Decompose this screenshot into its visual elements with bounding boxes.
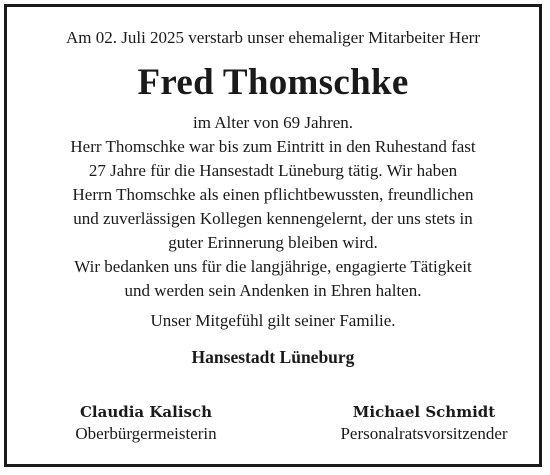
signatory-right [321, 401, 527, 445]
tribute-line: und zuverlässigen Kollegen kennengelernt, der uns stets in [73, 209, 473, 228]
signatory-name: Michael Schmidt [352, 403, 496, 421]
tribute-line: Herrn Thomschke als einen pflichtbewussten, freundlichen [72, 185, 474, 204]
thanks-line: und werden sein Andenken in Ehren halten. [124, 281, 422, 300]
thanks-line: Wir bedanken uns für die langjährige, engagierte Tätigkeit [74, 257, 472, 276]
tribute-line: guter Erinnerung bleiben wird. [168, 233, 378, 252]
signatory-left [41, 401, 251, 445]
tribute-line: Herr Thomschke war bis zum Eintritt in den Ruhestand fast [70, 137, 476, 156]
organization-name: Hansestadt Lüneburg [191, 347, 355, 367]
signatory-role: Personalratsvorsitzender [340, 424, 508, 443]
thanks-paragraph [7, 255, 539, 303]
intro-text: Am 02. Juli 2025 verstarb unser ehemaliger Mitarbeiter Herr [65, 28, 480, 47]
tribute-paragraph [7, 135, 539, 255]
signatory-role: Oberbürgermeisterin [75, 424, 217, 443]
condolence-text: Unser Mitgefühl gilt seiner Familie. [150, 311, 396, 330]
obituary-frame [4, 4, 542, 467]
age-text: im Alter von 69 Jahren. [192, 113, 354, 132]
tribute-line: 27 Jahre für die Hansestadt Lüneburg tätig. Wir haben [88, 161, 458, 180]
deceased-name: Fred Thomschke [137, 62, 409, 103]
signatory-name: Claudia Kalisch [79, 403, 213, 421]
